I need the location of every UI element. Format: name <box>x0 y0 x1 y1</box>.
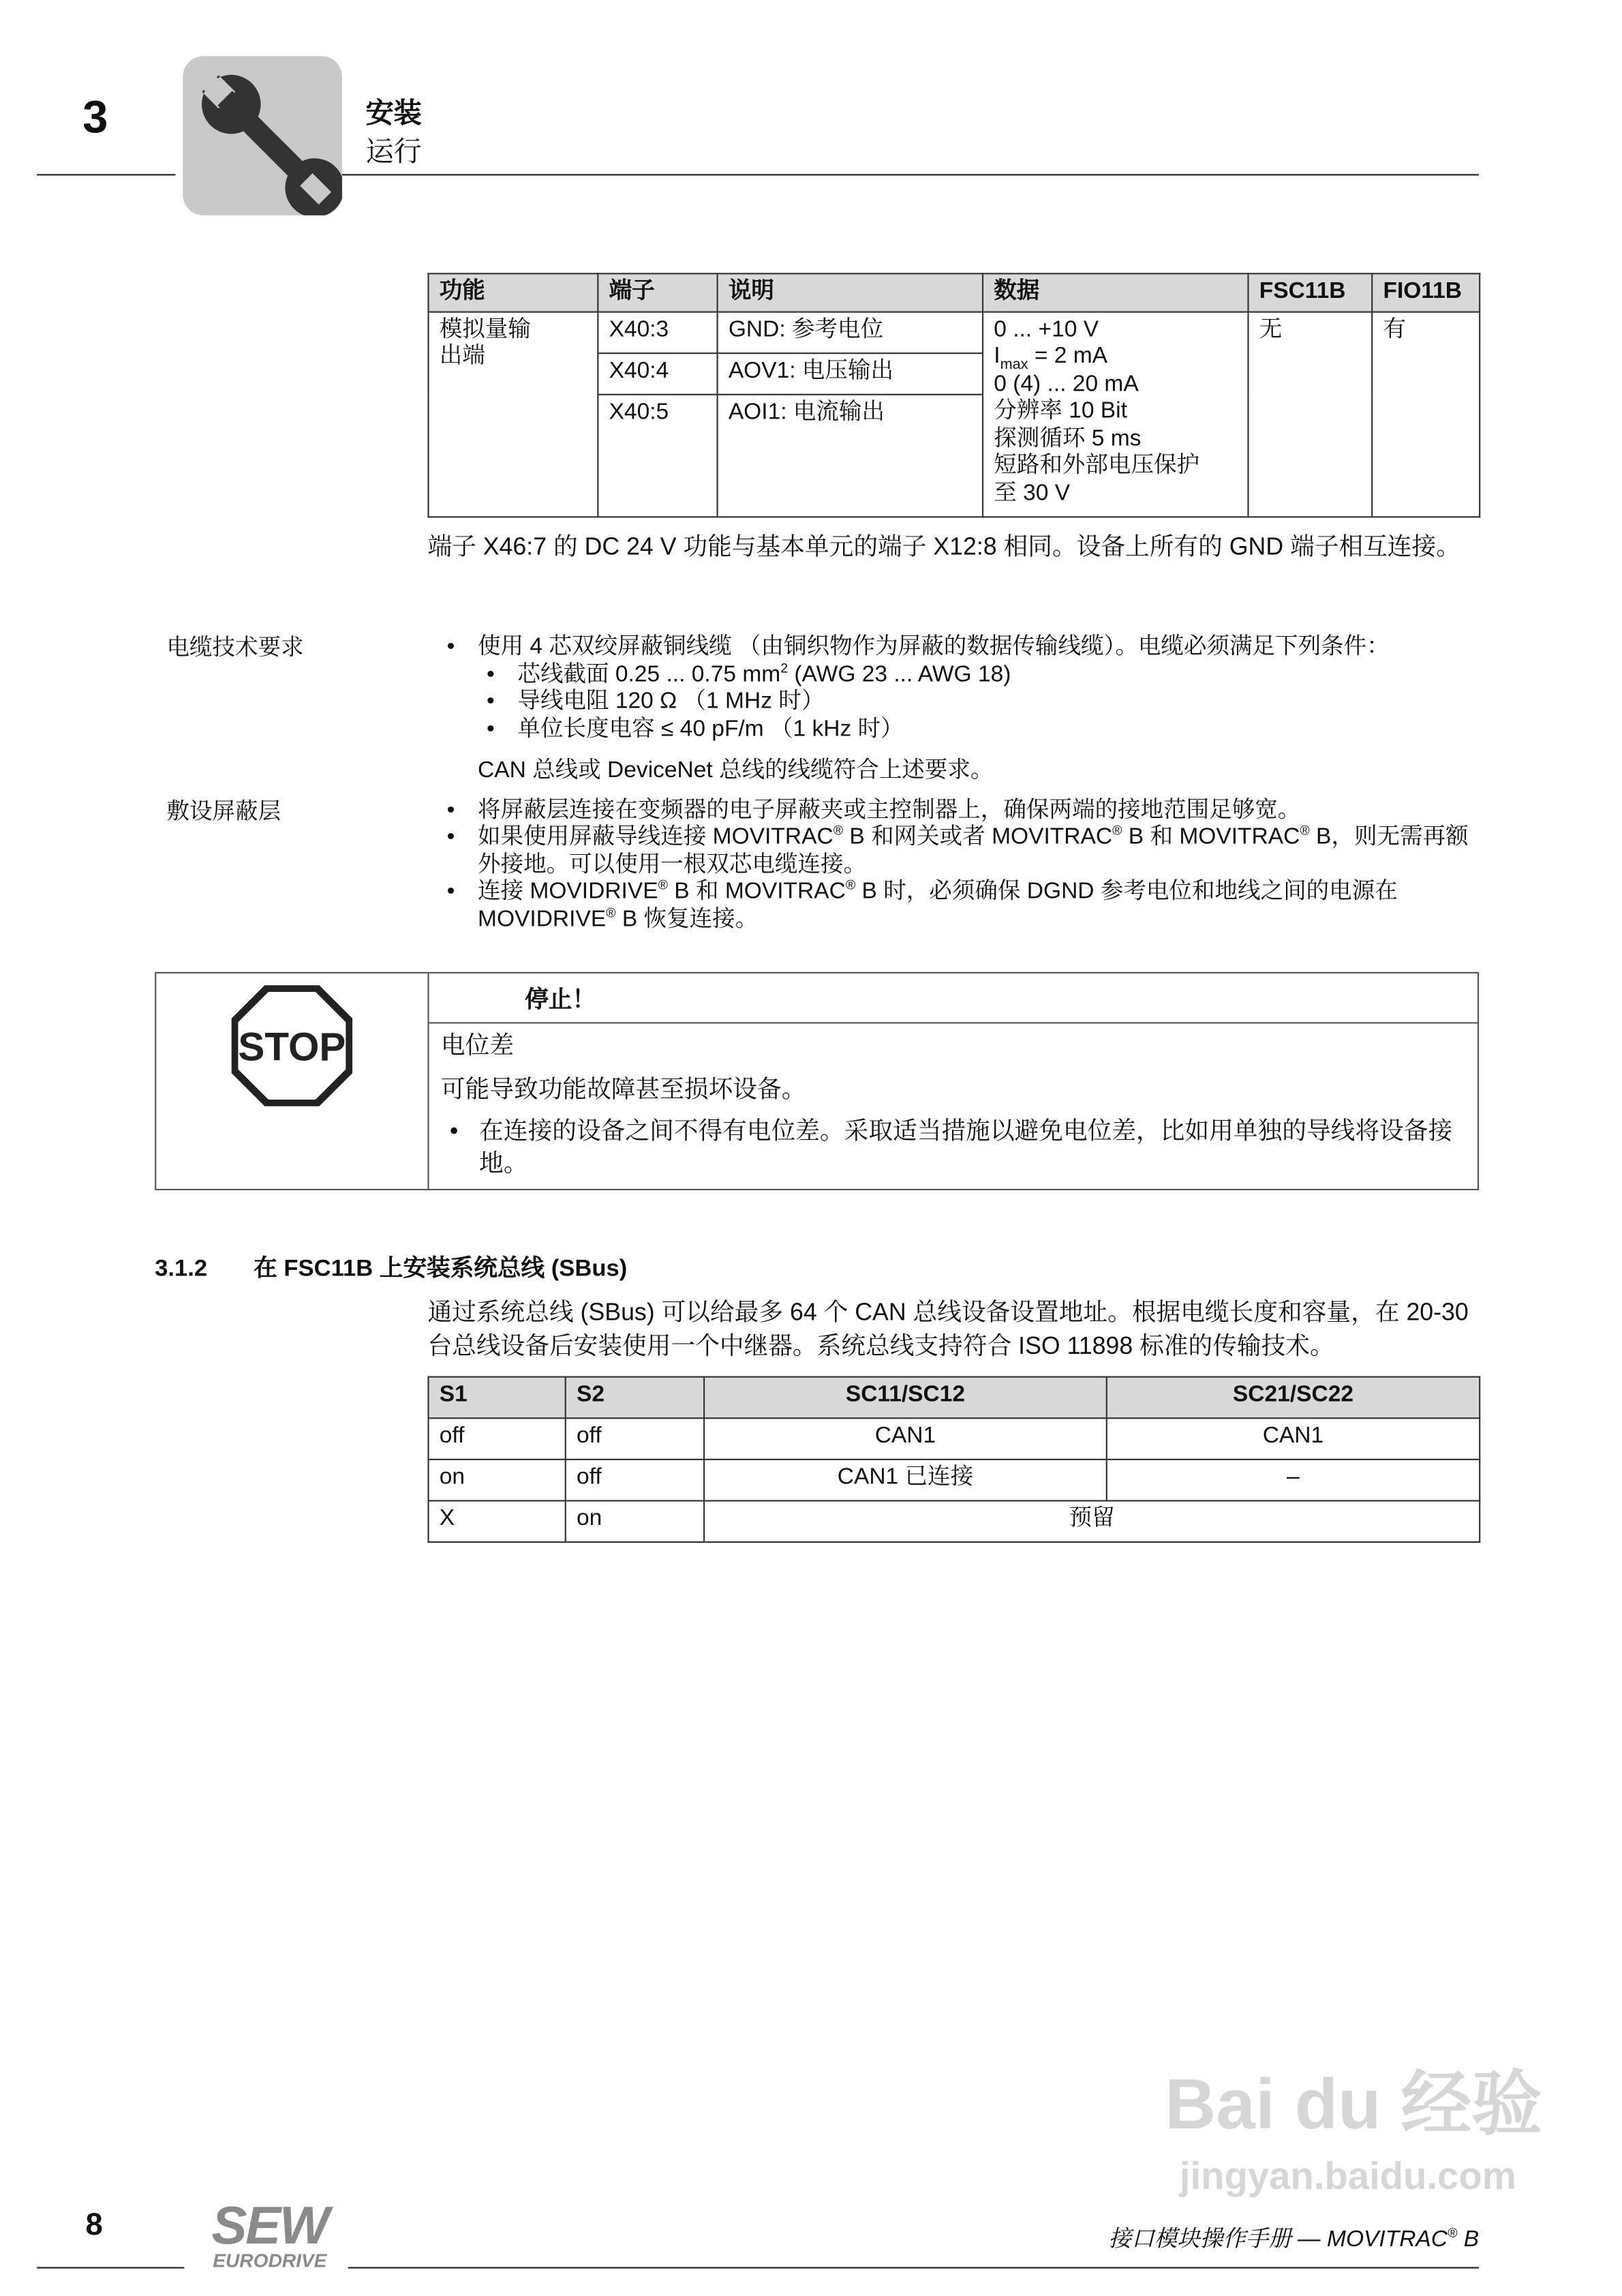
text: (AWG 23 ... AWG 18) <box>788 661 1011 687</box>
cable-body <box>426 634 1479 785</box>
col-header: 数据 <box>983 273 1248 311</box>
stop-content <box>429 973 1478 1189</box>
col-header: 功能 <box>429 273 598 311</box>
section-heading-row <box>155 1255 1479 1284</box>
cable-requirements-list <box>438 634 1480 743</box>
terminal-cell: X40:5 <box>598 394 717 517</box>
fsc11b-cell: 无 <box>1248 312 1372 517</box>
text: B 和网关或者 MOVITRAC <box>843 824 1113 850</box>
col-header: FIO11B <box>1372 273 1480 311</box>
cell: off <box>429 1418 566 1460</box>
logo-bottom: EURODRIVE <box>213 2249 327 2271</box>
col-header: SC21/SC22 <box>1107 1377 1480 1419</box>
data-line: 0 ... +10 V <box>994 316 1099 342</box>
cell: on <box>566 1500 704 1542</box>
terminal-cell: X40:3 <box>598 312 717 353</box>
reg-mark: ® <box>845 877 856 892</box>
function-text: 模拟量输出端 <box>439 316 531 369</box>
cell: on <box>429 1460 566 1501</box>
header-rule-left <box>37 174 175 175</box>
stop-warning-box <box>155 972 1479 1190</box>
text: B 和 MOVITRAC <box>667 879 846 905</box>
reg-mark: ® <box>1448 2225 1458 2241</box>
cell: CAN1 <box>1107 1418 1480 1460</box>
function-cell <box>429 312 598 517</box>
content-flow <box>155 634 1479 1543</box>
text: 连接 MOVIDRIVE <box>478 879 658 905</box>
data-line: 0 (4) ... 20 mA <box>994 371 1139 396</box>
stop-sign-text: STOP <box>238 1025 346 1070</box>
imax-symbol: I <box>994 344 1000 369</box>
reg-mark: ® <box>833 822 844 838</box>
stop-body <box>429 1024 1478 1189</box>
col-header: S1 <box>429 1377 566 1419</box>
list-item: • 导线电阻 120 Ω （1 MHz 时） <box>478 689 1479 716</box>
data-line-imax <box>994 344 1237 374</box>
section-title: 安装 <box>365 98 422 130</box>
imax-value: = 2 mA <box>1028 344 1107 369</box>
cable-section <box>155 634 1479 785</box>
text: 芯线截面 0.25 ... 0.75 mm <box>517 661 781 687</box>
chapter-number: 3 <box>82 91 108 143</box>
table-row <box>429 1500 1480 1542</box>
col-header: 说明 <box>718 273 983 311</box>
data-cell <box>983 312 1248 517</box>
sub-list <box>478 661 1479 743</box>
text: B 时，必须确保 DGND 参考电位和地线之间的电源在 MOVIDRIVE <box>478 879 1398 932</box>
table-header-row <box>429 1377 1480 1419</box>
bullet-text: 使用 4 芯双绞屏蔽铜线缆 （由铜织物作为屏蔽的数据传输线缆）。电缆必须满足下列条件： <box>478 634 1390 660</box>
text: B，则无需再额外接地。可以使用一根双芯电缆连接。 <box>478 824 1469 877</box>
cell: CAN1 已连接 <box>704 1460 1107 1501</box>
col-header: FSC11B <box>1248 273 1372 311</box>
stop-title: 停止！ <box>429 973 1478 1024</box>
sbus-switch-table <box>427 1376 1480 1543</box>
description-cell: AOV1: 电压输出 <box>718 352 983 394</box>
footer-rule-right <box>348 2267 1479 2268</box>
description-cell: GND: 参考电位 <box>718 312 983 353</box>
stop-subtitle: 电位差 <box>440 1032 515 1059</box>
fio11b-cell: 有 <box>1372 312 1480 517</box>
cable-note: CAN 总线或 DeviceNet 总线的线缆符合上述要求。 <box>478 758 994 783</box>
section-paragraph: 通过系统总线 (SBus) 可以给最多 64 个 CAN 总线设备设置地址。根据电缆长度和容量，在 20-30 台总线设备后安装使用一个中继器。系统总线支持符合 ISO 11898 标准的传输技术。 <box>427 1299 1469 1360</box>
data-line: 短路和外部电压保护 <box>994 453 1200 479</box>
section-subtitle: 运行 <box>365 137 422 168</box>
page-number: 8 <box>85 2207 103 2242</box>
list-item: • 将屏蔽层连接在变频器的电子屏蔽夹或主控制器上，确保两端的接地范围足够宽。 <box>438 797 1480 824</box>
footer-rule-left <box>37 2267 184 2268</box>
section-number: 3.1.2 <box>155 1256 208 1282</box>
cell: 预留 <box>704 1500 1480 1542</box>
shield-list <box>438 797 1480 933</box>
reg-mark: ® <box>658 877 668 892</box>
shield-label: 敷设屏蔽层 <box>166 798 281 824</box>
table-header-row <box>429 273 1480 311</box>
shield-body <box>426 797 1479 933</box>
table-row <box>429 1418 1480 1460</box>
list-item: • 在连接的设备之间不得有电位差。采取适当措施以避免电位差，比如用单独的导线将设备接地。 <box>441 1115 1466 1180</box>
terminal-note: 端子 X46:7 的 DC 24 V 功能与基本单元的端子 X12:8 相同。设备上所有的 GND 端子相互连接。 <box>427 534 1460 561</box>
text: B 和 MOVITRAC <box>1122 824 1300 850</box>
imax-sub: max <box>1000 357 1028 374</box>
col-header: 端子 <box>598 273 717 311</box>
footer-doc-title <box>1109 2221 1480 2254</box>
stop-list <box>441 1115 1466 1180</box>
reg-mark: ® <box>1300 822 1310 838</box>
col-header: SC11/SC12 <box>704 1377 1107 1419</box>
watermark-url: jingyan.baidu.com <box>1179 2153 1516 2198</box>
col-header: S2 <box>566 1377 704 1419</box>
superscript: 2 <box>780 659 789 675</box>
text: 接口模块操作手册 — MOVITRAC <box>1108 2227 1448 2252</box>
terminal-cell: X40:4 <box>598 352 717 394</box>
data-line: 探测循环 5 ms <box>994 425 1142 451</box>
table-row <box>429 312 1480 353</box>
text: B <box>1457 2227 1480 2252</box>
cell: – <box>1107 1460 1480 1501</box>
cable-label: 电缆技术要求 <box>166 635 304 661</box>
analog-output-table <box>427 273 1480 517</box>
cell: CAN1 <box>704 1418 1107 1460</box>
text: B 恢复连接。 <box>615 906 759 932</box>
text: 如果使用屏蔽导线连接 MOVITRAC <box>478 824 833 850</box>
section-heading: 在 FSC11B 上安装系统总线 (SBus) <box>254 1256 628 1282</box>
description-cell: AOI1: 电流输出 <box>718 394 983 517</box>
list-item: • 单位长度电容 ≤ 40 pF/m （1 kHz 时） <box>478 716 1479 743</box>
stop-text: 可能导致功能故障甚至损坏设备。 <box>440 1076 806 1104</box>
stop-sign-icon <box>232 985 352 1189</box>
list-item <box>438 634 1480 743</box>
list-item <box>438 879 1480 934</box>
data-line: 分辨率 10 Bit <box>994 398 1127 423</box>
stop-icon-cell <box>156 973 429 1189</box>
table-row <box>429 1460 1480 1501</box>
header-rule-right <box>342 174 1479 175</box>
sew-logo <box>189 2194 351 2271</box>
wrench-icon <box>183 56 342 215</box>
cell: off <box>566 1418 704 1460</box>
reg-mark: ® <box>1112 822 1122 838</box>
reg-mark: ® <box>606 905 616 920</box>
list-item <box>438 824 1480 879</box>
cell: X <box>429 1500 566 1542</box>
watermark-brand: Bai du 经验 <box>1165 2066 1543 2145</box>
shield-section <box>155 797 1479 933</box>
logo-top: SEW <box>211 2194 328 2256</box>
data-line: 至 30 V <box>994 480 1071 506</box>
cell: off <box>566 1460 704 1501</box>
list-item <box>478 661 1479 689</box>
